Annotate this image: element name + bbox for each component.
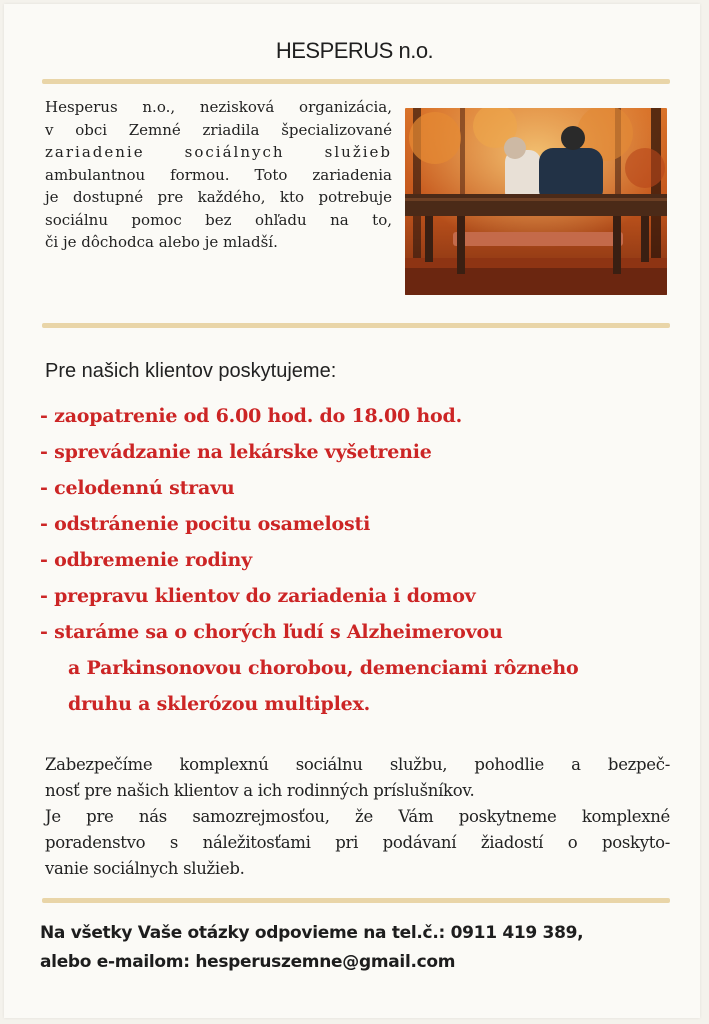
divider-bottom: [42, 898, 670, 903]
closing-paragraph: [45, 752, 670, 882]
services-lead: Pre našich klientov poskytujeme:: [45, 360, 337, 382]
closing-line: poradenstvo s náležitosťami pri podávaní žiadostí o poskyto-: [45, 833, 670, 852]
contact-phone: Na všetky Vaše otázky odpovieme na tel.č.: 0911 419 389,: [40, 923, 584, 943]
intro-line: v obci Zemné zriadila špecializované: [45, 120, 392, 139]
intro-line: zariadenie sociálnych služieb: [45, 143, 392, 161]
service-item-continuation: a Parkinsonovou chorobou, demenciami rôzneho: [68, 657, 579, 679]
closing-line: Je pre nás samozrejmosťou, že Vám poskytneme komplexné: [45, 807, 670, 826]
closing-line: vanie sociálnych služieb.: [45, 859, 245, 878]
contact-email: alebo e-mailom: hesperuszemne@gmail.com: [40, 952, 456, 972]
service-item: - prepravu klientov do zariadenia i domov: [40, 585, 476, 607]
divider-top: [42, 79, 670, 84]
intro-line: ambulantnou formou. Toto zariadenia: [45, 165, 392, 184]
closing-line: Zabezpečíme komplexnú sociálnu službu, pohodlie a bezpeč-: [45, 755, 670, 774]
service-item: - staráme sa o chorých ľudí s Alzheimerovou: [40, 621, 503, 643]
intro-line: či je dôchodca alebo je mladší.: [45, 233, 278, 251]
closing-line: nosť pre našich klientov a ich rodinných príslušníkov.: [45, 781, 475, 800]
contact-info: [40, 919, 680, 977]
service-item: - odstránenie pocitu osamelosti: [40, 513, 371, 535]
service-item: - celodennú stravu: [40, 477, 235, 499]
page-title: HESPERUS n.o.: [275, 38, 434, 63]
service-item: - zaopatrenie od 6.00 hod. do 18.00 hod.: [40, 405, 463, 427]
intro-line: sociálnu pomoc bez ohľadu na to,: [45, 210, 392, 229]
service-item: - sprevádzanie na lekárske vyšetrenie: [40, 441, 432, 463]
service-item: - odbremenie rodiny: [40, 549, 253, 571]
intro-line: je dostupné pre každého, kto potrebuje: [45, 188, 392, 206]
divider-middle: [42, 323, 670, 328]
service-item-continuation: druhu a sklerózou multiplex.: [68, 693, 371, 715]
autumn-bench-photo: [405, 108, 667, 295]
services-list: [40, 398, 680, 722]
intro-paragraph: [45, 96, 392, 254]
intro-line: Hesperus n.o., nezisková organizácia,: [45, 98, 392, 116]
